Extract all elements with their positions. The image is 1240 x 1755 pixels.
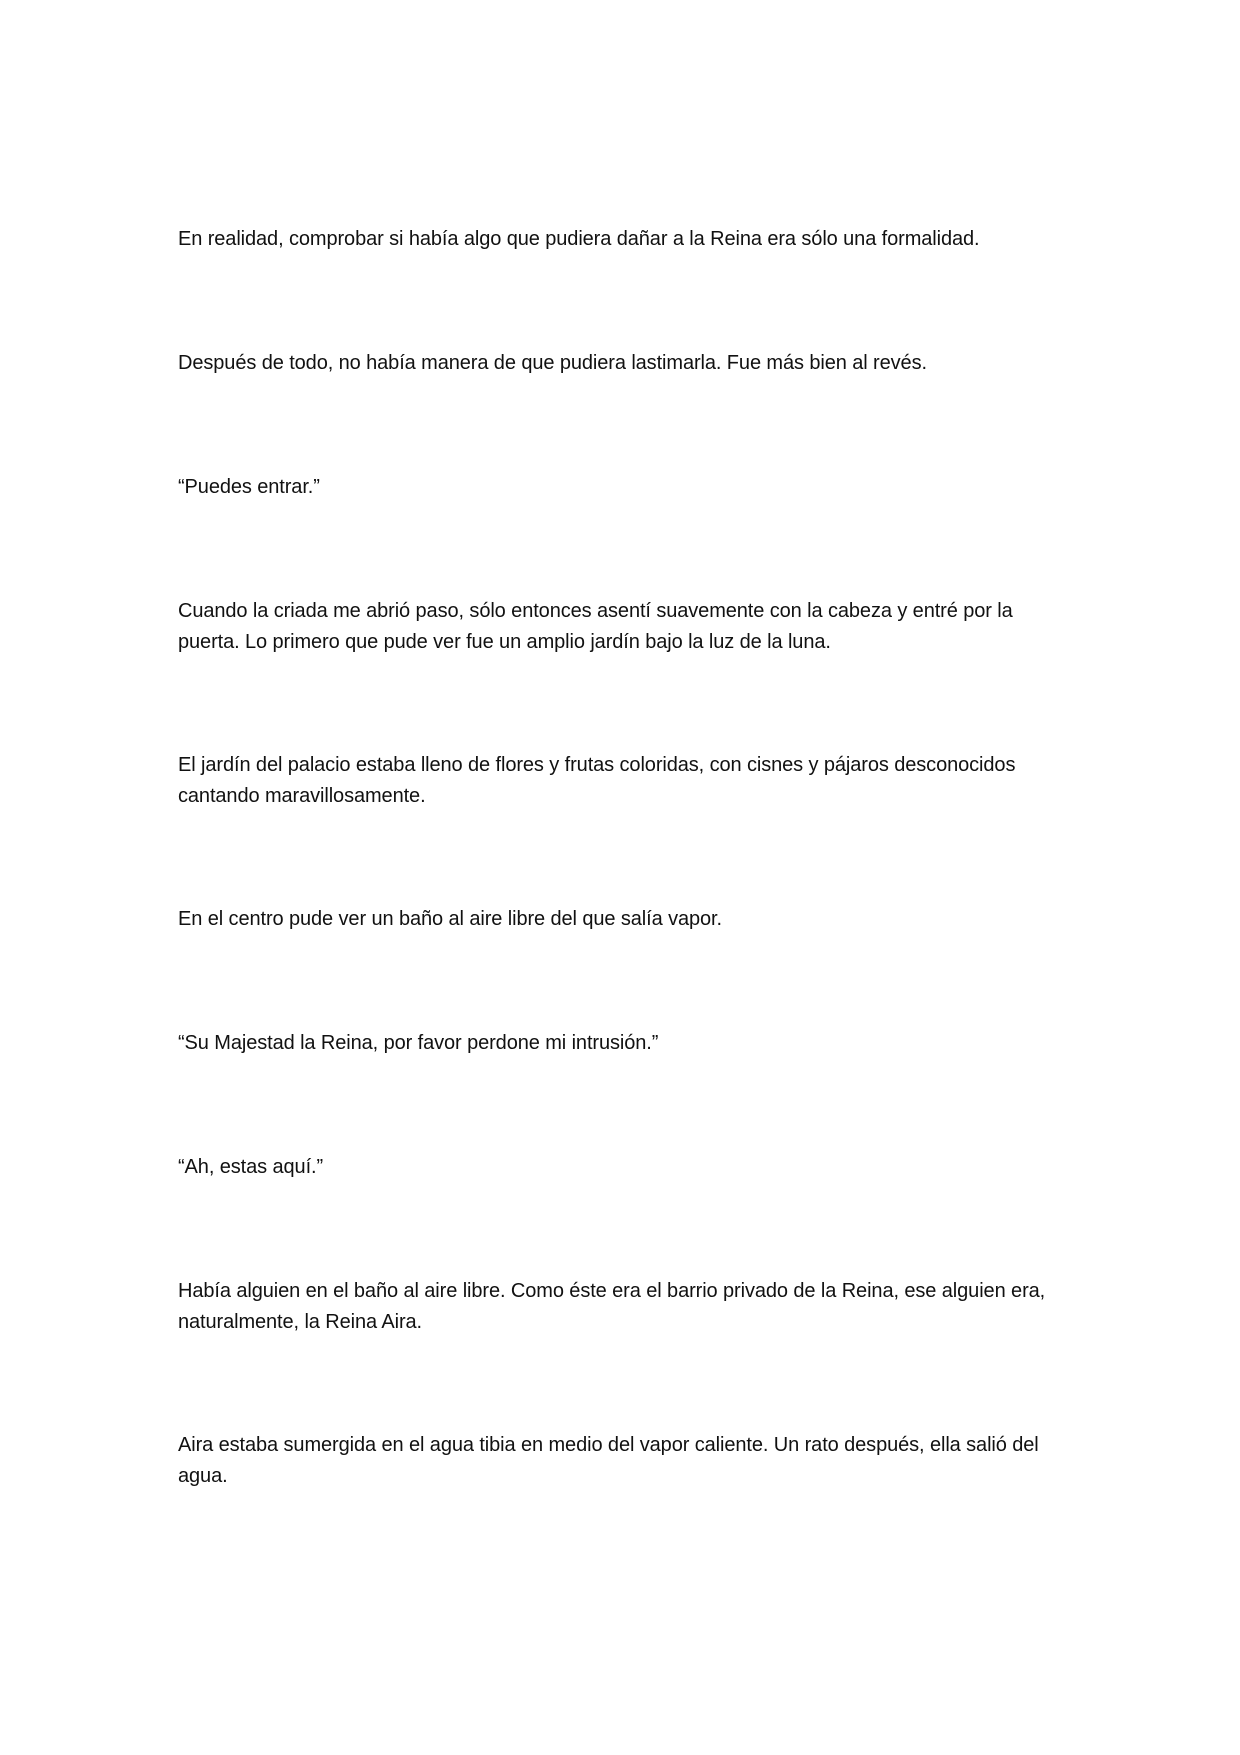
paragraph-3: “Puedes entrar.” xyxy=(178,476,320,498)
paragraph-5: El jardín del palacio estaba lleno de flores y frutas coloridas, con cisnes y pájaros desconocidos cantando maravillosamente. xyxy=(178,754,1016,807)
paragraph-1: En realidad, comprobar si había algo que pudiera dañar a la Reina era sólo una formalidad. xyxy=(178,228,980,250)
paragraph-7: “Su Majestad la Reina, por favor perdone mi intrusión.” xyxy=(178,1032,659,1054)
paragraph-10: Aira estaba sumergida en el agua tibia en medio del vapor caliente. Un rato después, ella salió del agua. xyxy=(178,1434,1039,1487)
paragraph-4: Cuando la criada me abrió paso, sólo entonces asentí suavemente con la cabeza y entré por la puerta. Lo primero que pude ver fue un amplio jardín bajo la luz de la luna. xyxy=(178,600,1013,653)
paragraph-6: En el centro pude ver un baño al aire libre del que salía vapor. xyxy=(178,908,722,930)
paragraph-9: Había alguien en el baño al aire libre. Como éste era el barrio privado de la Reina, ese alguien era, naturalmente, la Reina Aira. xyxy=(178,1280,1046,1333)
paragraph-2: Después de todo, no había manera de que pudiera lastimarla. Fue más bien al revés. xyxy=(178,352,927,374)
paragraph-8: “Ah, estas aquí.” xyxy=(178,1156,324,1178)
